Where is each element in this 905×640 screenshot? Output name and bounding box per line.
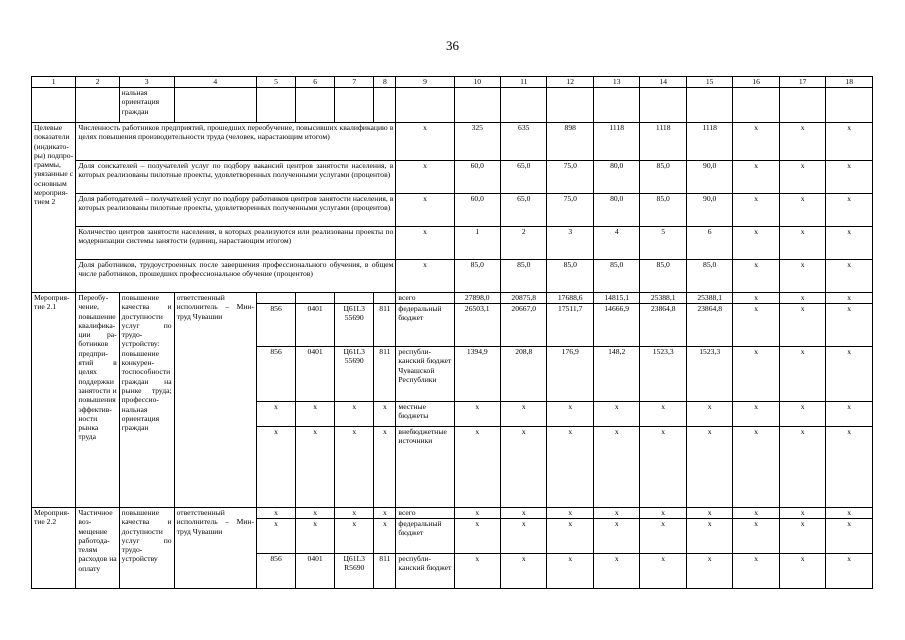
value-cell: 60,0 — [454, 161, 500, 194]
value-cell: х — [733, 508, 779, 519]
budget-code: Ц61L3 55690 — [335, 304, 374, 347]
indicator-text: Доля работодателей – получателей услуг по подбору работников центров занятости населения, в которых реализованы пилотные проекты, удовлетворенных полученными услугами (процентов) — [76, 194, 396, 227]
measure-goal: повышение качества и доступности услуг по трудоустройству — [119, 508, 174, 589]
column-number: 8 — [374, 77, 396, 88]
indicator-row — [32, 123, 873, 161]
budget-code: 811 — [374, 554, 396, 589]
budget-code: х — [374, 508, 396, 519]
value-cell: х — [779, 227, 825, 260]
value-cell: 20667,0 — [501, 304, 547, 347]
value-cell: 14815,1 — [593, 293, 639, 304]
value-cell: х — [454, 519, 500, 554]
indicator-row — [32, 227, 873, 260]
column-number: 7 — [335, 77, 374, 88]
value-cell: х — [454, 554, 500, 589]
budget-code: 0401 — [296, 304, 335, 347]
value-cell: х — [686, 508, 732, 519]
measure-row — [32, 293, 873, 304]
value-cell: х — [640, 508, 686, 519]
indicator-text: Доля работников, трудоустроенных после завершения профессионального обучения, в общем числе работников, прошедших профессиональное обучение (процентов) — [76, 260, 396, 293]
budget-code — [335, 293, 374, 304]
value-cell: 60,0 — [454, 194, 500, 227]
value-cell: 80,0 — [593, 194, 639, 227]
value-cell: х — [640, 427, 686, 508]
value-cell: х — [686, 402, 732, 427]
value-cell: х — [686, 427, 732, 508]
empty-cell — [547, 88, 593, 123]
value-cell: х — [733, 293, 779, 304]
column-number: 9 — [396, 77, 454, 88]
column-number: 10 — [454, 77, 500, 88]
value-cell: 85,0 — [686, 260, 732, 293]
value-cell: 80,0 — [593, 161, 639, 194]
funding-source: местные бюджеты — [396, 402, 454, 427]
value-cell: х — [547, 402, 593, 427]
value-cell: 75,0 — [547, 161, 593, 194]
value-cell: х — [547, 508, 593, 519]
value-cell: х — [733, 554, 779, 589]
value-cell: х — [826, 554, 873, 589]
value-cell: х — [826, 123, 873, 161]
value-cell: 5 — [640, 227, 686, 260]
column-number: 4 — [174, 77, 256, 88]
value-cell: х — [593, 402, 639, 427]
empty-cell — [396, 88, 454, 123]
value-cell: 325 — [454, 123, 500, 161]
funding-source: всего — [396, 293, 454, 304]
value-cell: х — [547, 519, 593, 554]
value-cell: 25388,1 — [640, 293, 686, 304]
indicator-text: Доля соискателей – получателей услуг по подбору вакансий центров занятости населения, в которых реализованы пилотные проекты, удовлетворенных полученными услугами (процентов) — [76, 161, 396, 194]
column-number: 12 — [547, 77, 593, 88]
budget-code: х — [296, 519, 335, 554]
value-cell: х — [826, 293, 873, 304]
measure-row — [32, 508, 873, 519]
budget-code: 0401 — [296, 347, 335, 402]
value-cell: 90,0 — [686, 161, 732, 194]
value-cell: 17511,7 — [547, 304, 593, 347]
funding-source: федеральный бюджет — [396, 519, 454, 554]
value-cell: х — [501, 508, 547, 519]
budget-code: х — [257, 519, 296, 554]
value-cell: х — [733, 227, 779, 260]
value-cell: 1523,3 — [686, 347, 732, 402]
indicator-row — [32, 161, 873, 194]
value-cell: х — [733, 347, 779, 402]
value-cell: 6 — [686, 227, 732, 260]
value-cell: 23864,8 — [686, 304, 732, 347]
value-cell: х — [733, 427, 779, 508]
budget-code: х — [335, 508, 374, 519]
value-cell: х — [733, 161, 779, 194]
value-cell: 90,0 — [686, 194, 732, 227]
value-cell: х — [779, 554, 825, 589]
value-cell: 85,0 — [454, 260, 500, 293]
value-cell: х — [501, 402, 547, 427]
value-cell: 3 — [547, 227, 593, 260]
budget-code: х — [257, 427, 296, 508]
empty-cell — [593, 88, 639, 123]
budget-code: 856 — [257, 554, 296, 589]
funding-source: внебюджетные источники — [396, 427, 454, 508]
column-number: 5 — [257, 77, 296, 88]
empty-cell — [733, 88, 779, 123]
value-cell: 148,2 — [593, 347, 639, 402]
value-cell: х — [593, 508, 639, 519]
measure-title: Мероприятие 2.1 — [32, 293, 76, 508]
empty-cell — [686, 88, 732, 123]
budget-code: х — [374, 402, 396, 427]
value-cell: х — [826, 260, 873, 293]
value-cell: 17688,6 — [547, 293, 593, 304]
empty-cell — [174, 88, 256, 123]
source-cell: х — [396, 194, 454, 227]
value-cell: х — [779, 260, 825, 293]
budget-code: х — [296, 402, 335, 427]
value-cell: х — [640, 554, 686, 589]
value-cell: х — [826, 227, 873, 260]
empty-cell — [826, 88, 873, 123]
value-cell: 208,8 — [501, 347, 547, 402]
measure-executor: ответственный исполнитель – Минтруд Чувашии — [174, 293, 256, 508]
value-cell: х — [733, 123, 779, 161]
budget-code: х — [296, 427, 335, 508]
value-cell: 1118 — [593, 123, 639, 161]
value-cell: 1 — [454, 227, 500, 260]
value-cell: х — [826, 194, 873, 227]
continuation-row — [32, 88, 873, 123]
value-cell: х — [733, 519, 779, 554]
value-cell: х — [501, 519, 547, 554]
measure-title: Мероприятие 2.2 — [32, 508, 76, 589]
measure-goal: повышение качества и доступности услуг по трудоустройству: повышение конкурентоспособности граждан на рынке труда; профессиональная ориентация граждан — [119, 293, 174, 508]
column-number: 3 — [119, 77, 174, 88]
value-cell: 65,0 — [501, 161, 547, 194]
value-cell: х — [779, 293, 825, 304]
empty-cell — [32, 88, 76, 123]
funding-source: республиканский бюджет — [396, 554, 454, 589]
value-cell: х — [547, 427, 593, 508]
budget-code: Ц61L3 R5690 — [335, 554, 374, 589]
column-number: 11 — [501, 77, 547, 88]
funding-source: республиканский бюджет Чувашской Республики — [396, 347, 454, 402]
value-cell: х — [593, 519, 639, 554]
column-number: 1 — [32, 77, 76, 88]
empty-cell — [296, 88, 335, 123]
program-table — [31, 76, 873, 589]
value-cell: 85,0 — [640, 260, 686, 293]
value-cell: 85,0 — [593, 260, 639, 293]
value-cell: х — [826, 508, 873, 519]
funding-source: всего — [396, 508, 454, 519]
value-cell: х — [779, 402, 825, 427]
value-cell: х — [593, 427, 639, 508]
value-cell: х — [733, 304, 779, 347]
budget-code: х — [374, 519, 396, 554]
empty-cell — [374, 88, 396, 123]
empty-cell — [335, 88, 374, 123]
measure-executor: ответственный исполнитель – Минтруд Чувашии — [174, 508, 256, 589]
value-cell: х — [779, 427, 825, 508]
budget-code — [296, 293, 335, 304]
indicator-row — [32, 260, 873, 293]
value-cell: 85,0 — [501, 260, 547, 293]
value-cell: х — [593, 554, 639, 589]
value-cell: х — [640, 402, 686, 427]
column-number: 6 — [296, 77, 335, 88]
budget-code — [374, 293, 396, 304]
column-number: 16 — [733, 77, 779, 88]
value-cell: х — [826, 304, 873, 347]
measure-name: Частичное возмещение работодателям расходов на оплату — [76, 508, 119, 589]
value-cell: 20875,8 — [501, 293, 547, 304]
empty-cell — [501, 88, 547, 123]
budget-code: 811 — [374, 347, 396, 402]
budget-code: 856 — [257, 304, 296, 347]
value-cell: 1118 — [686, 123, 732, 161]
budget-code: х — [296, 508, 335, 519]
value-cell: 25388,1 — [686, 293, 732, 304]
source-cell: х — [396, 260, 454, 293]
value-cell: 85,0 — [547, 260, 593, 293]
indicator-text: Численность работников предприятий, прошедших переобучение, повысивших квалификацию в целях повышения производительности труда (человек, нарастающим итогом) — [76, 123, 396, 161]
value-cell: х — [733, 194, 779, 227]
continuation-text: нальная ориентация граждан — [119, 88, 174, 123]
value-cell: 176,9 — [547, 347, 593, 402]
budget-code: 811 — [374, 304, 396, 347]
value-cell: х — [640, 519, 686, 554]
indicators-label: Целевые показатели (индикаторы) подпрограммы, увязанные с основным мероприятием 2 — [32, 123, 76, 293]
value-cell: х — [779, 347, 825, 402]
value-cell: х — [826, 402, 873, 427]
budget-code: х — [374, 427, 396, 508]
value-cell: 85,0 — [640, 194, 686, 227]
source-cell: х — [396, 161, 454, 194]
value-cell: х — [826, 519, 873, 554]
value-cell: 14666,9 — [593, 304, 639, 347]
value-cell: 65,0 — [501, 194, 547, 227]
budget-code: Ц61L3 55690 — [335, 347, 374, 402]
value-cell: х — [779, 519, 825, 554]
funding-source: федеральный бюджет — [396, 304, 454, 347]
budget-code: х — [335, 402, 374, 427]
value-cell: 27898,0 — [454, 293, 500, 304]
measure-name: Переобучение, повышение квалификации работников предприятий в целях поддержки занятости и повышения эффективности рынка труда — [76, 293, 119, 508]
value-cell: х — [779, 508, 825, 519]
value-cell: 1394,9 — [454, 347, 500, 402]
value-cell: 85,0 — [640, 161, 686, 194]
column-number: 13 — [593, 77, 639, 88]
value-cell: х — [779, 161, 825, 194]
value-cell: х — [547, 554, 593, 589]
value-cell: х — [779, 194, 825, 227]
value-cell: 1523,3 — [640, 347, 686, 402]
source-cell: х — [396, 123, 454, 161]
value-cell: 2 — [501, 227, 547, 260]
value-cell: х — [686, 554, 732, 589]
column-number: 2 — [76, 77, 119, 88]
column-number: 18 — [826, 77, 873, 88]
value-cell: 75,0 — [547, 194, 593, 227]
value-cell: х — [826, 427, 873, 508]
value-cell: х — [826, 347, 873, 402]
value-cell: х — [454, 508, 500, 519]
value-cell: 26503,1 — [454, 304, 500, 347]
source-cell: х — [396, 227, 454, 260]
value-cell: х — [686, 519, 732, 554]
value-cell: х — [826, 161, 873, 194]
value-cell: 898 — [547, 123, 593, 161]
value-cell: х — [454, 402, 500, 427]
value-cell: 1118 — [640, 123, 686, 161]
value-cell: х — [779, 304, 825, 347]
value-cell: 4 — [593, 227, 639, 260]
budget-code: х — [335, 519, 374, 554]
budget-code: х — [257, 402, 296, 427]
budget-code: х — [335, 427, 374, 508]
page-number: 36 — [446, 38, 459, 53]
empty-cell — [257, 88, 296, 123]
column-number: 17 — [779, 77, 825, 88]
column-number: 14 — [640, 77, 686, 88]
value-cell: 23864,8 — [640, 304, 686, 347]
header-row — [32, 77, 873, 88]
budget-code — [257, 293, 296, 304]
indicator-row — [32, 194, 873, 227]
value-cell: х — [733, 402, 779, 427]
value-cell: х — [454, 427, 500, 508]
budget-code: 856 — [257, 347, 296, 402]
empty-cell — [76, 88, 119, 123]
empty-cell — [640, 88, 686, 123]
budget-code: х — [257, 508, 296, 519]
value-cell: х — [501, 427, 547, 508]
value-cell: 635 — [501, 123, 547, 161]
value-cell: х — [501, 554, 547, 589]
column-number: 15 — [686, 77, 732, 88]
empty-cell — [779, 88, 825, 123]
empty-cell — [454, 88, 500, 123]
value-cell: х — [733, 260, 779, 293]
indicator-text: Количество центров занятости населения, в которых реализуются или реализованы проекты по модернизации системы занятости (единиц, нарастающим итогом) — [76, 227, 396, 260]
value-cell: х — [779, 123, 825, 161]
budget-code: 0401 — [296, 554, 335, 589]
